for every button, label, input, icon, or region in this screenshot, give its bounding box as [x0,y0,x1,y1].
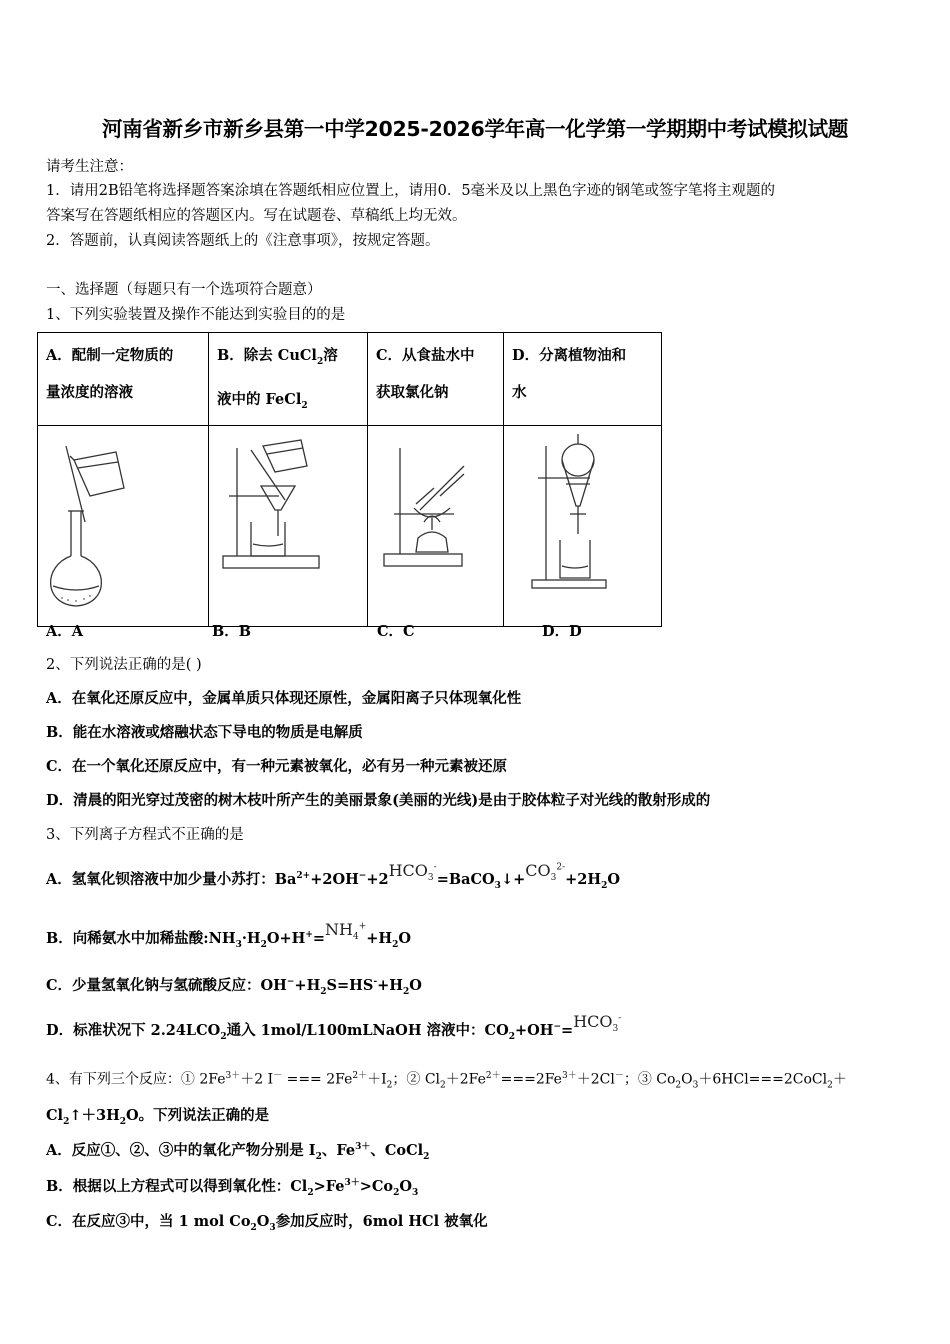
bicarbonate-ion: $HCO_3^-$ [388,861,437,884]
filtration-apparatus-icon [209,426,367,622]
cell-c-text [368,333,504,426]
cell-c-line2: 获取氯化钠 [376,384,449,401]
q1-answer-b: B．B [212,623,252,640]
q1-answer-c: C．C [377,623,415,640]
cell-d-line2: 水 [512,384,527,401]
filtration-image [209,425,368,626]
q1-answer-d: D．D [542,623,582,640]
q3-option-d: D．标准状况下 $2.24LCO_2$通入 1mol/L100mLNaOH 溶液中：$CO_2+OH^-=HCO_3^-$ [46,1012,622,1042]
q3-option-b: B．向稀氨水中加稀盐酸$:NH_3\cdot H_2O+H^+=NH_4^++H_2O$ [46,920,412,950]
cell-d-text [504,333,662,426]
cell-a-line2: 量浓度的溶液 [46,384,133,401]
volumetric-flask-apparatus-icon [38,426,208,622]
cell-b-line1: B．除去 CuCl$_2$溶 [217,347,338,367]
volumetric-flask-image [38,425,209,626]
separatory-funnel-image [504,425,662,626]
notice-item-1a: 1．请用2B铅笔将选择题答案涂填在答题纸相应位置上，请用0．5毫米及以上黑色字迹的钢笔或签字笔将主观题的 [46,183,776,199]
cell-a-line1: A．配制一定物质的 [46,347,174,364]
carbonate-ion: $CO_3^{2-}$ [525,861,566,884]
q4-option-b: B．根据以上方程式可以得到氧化性：$Cl_2>Fe^{3+}>Co_2O_3$ [46,1178,419,1198]
notice-item-2: 2．答题前，认真阅读答题纸上的《注意事项》，按规定答题。 [46,233,440,249]
bicarbonate-ion: $HCO_3^-$ [573,1012,622,1035]
cell-c-line1: C．从食盐水中 [376,347,475,364]
q2-option-a: A．在氧化还原反应中，金属单质只体现还原性，金属阳离子只体现氧化性 [46,690,522,707]
q4-stem-line1: 4、有下列三个反应：① $2Fe^{3+}+2$ I－ === $2Fe^{2+}+I_2$；② $Cl_2+2Fe^{2+}===2Fe^{3+}+2Cl^-$；③ $Co_2O_3+6HCl===2CoCl_2+$ [46,1071,847,1091]
cell-b-text [209,333,368,426]
evaporation-apparatus-icon [368,426,503,622]
q2-option-c: C．在一个氧化还原反应中，有一种元素被氧化，必有另一种元素被还原 [46,758,508,775]
ammonium-ion: $NH_4^+$ [325,920,367,943]
q2-stem: 2、下列说法正确的是( ) [46,657,202,673]
q1-answer-a: A．A [46,623,84,640]
q1-apparatus-table [37,332,662,627]
q4-option-c: C．在反应③中，当 1 mol $Co_2O_3$参加反应时，6mol HCl 被氧化 [46,1213,488,1233]
q3-option-a: A．氢氧化钡溶液中加少量小苏打：$Ba^{2+}+2OH^-+2HCO_3^-=BaCO_3↓+CO_3^{2-}+2H_2O$ [46,861,620,891]
q3-stem: 3、下列离子方程式不正确的是 [46,827,244,843]
q3-option-c: C．少量氢氧化钠与氢硫酸反应：$OH^-+H_2S=HS^-+H_2O$ [46,977,422,997]
separatory-funnel-apparatus-icon [504,426,661,622]
notice-heading: 请考生注意： [46,159,133,175]
q4-stem-line2: $Cl_2↑+3H_2O$。下列说法正确的是 [46,1107,270,1127]
cell-b-line2: 液中的 FeCl$_2$ [217,390,308,411]
evaporation-image [368,425,504,626]
cell-d-line1: D．分离植物油和 [512,347,627,364]
q2-option-b: B．能在水溶液或熔融状态下导电的物质是电解质 [46,724,363,741]
cell-a-text [38,333,209,426]
q4-option-a: A．反应①、②、③中的氧化产物分别是 $I_2$、$Fe^{3+}$、CoCl$_2$ [46,1142,430,1162]
q1-stem: 1、下列实验装置及操作不能达到实验目的的是 [46,307,346,323]
notice-item-1b: 答案写在答题纸相应的答题区内。写在试题卷、草稿纸上均无效。 [46,208,467,224]
q2-option-d: D．清晨的阳光穿过茂密的树木枝叶所产生的美丽景象(美丽的光线)是由于胶体粒子对光线的散射形成的 [46,792,711,809]
section-heading: 一、选择题（每题只有一个选项符合题意） [46,282,322,298]
page-title: 河南省新乡市新乡县第一中学2025-2026学年高一化学第一学期期中考试模拟试题 [101,117,849,141]
